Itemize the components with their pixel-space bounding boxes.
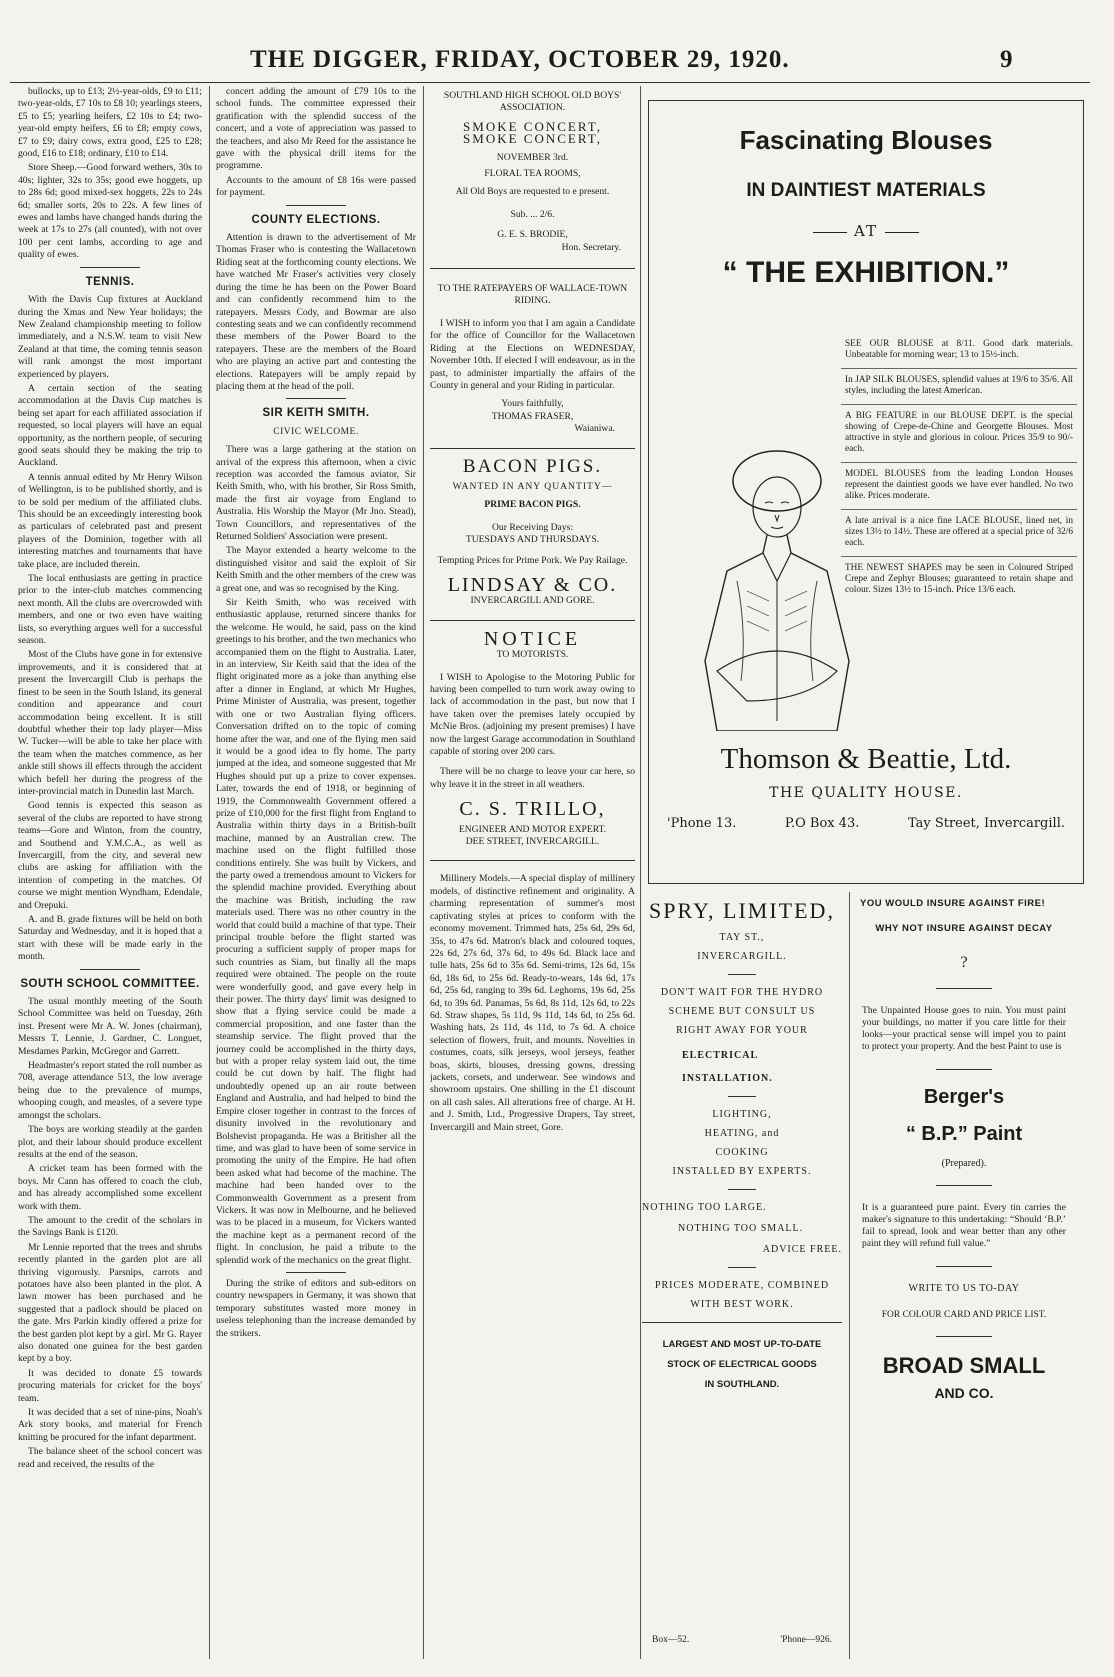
paragraph: A cricket team has been formed with the boys. Mr Cann has offered to coach the club, and has already accomplished some excellent work with them.: [18, 1163, 202, 1212]
question-mark: ?: [960, 954, 968, 971]
school-article: [18, 996, 202, 1471]
paragraph: Headmaster's report stated the roll number as 708, average attendance 513, the low average being due to the prevalence of mumps, whooping cough, and measles, of a severe type amongst the scholars.: [18, 1060, 202, 1121]
paragraph: It was decided to donate £5 towards procuring materials for cricket for the boys' team.: [18, 1367, 202, 1404]
lindsay-name: LINDSAY & CO.: [447, 573, 618, 596]
firm-tagline: THE QUALITY HOUSE.: [769, 785, 963, 801]
divider: [642, 1322, 842, 1323]
spry-advert: [642, 892, 842, 1659]
paragraph: bullocks, up to £13; 2½-year-olds, £9 to £11; two-year-olds, £7 10s to £8 10; yearlings steers, £5 to £5; yearling heifers, £2 10s to £4; two-year-old empty heifers, £6 to £8; empty cows, £7 to £9; dairy cows, extra good, £25 to £28; good, £16 to £18; ordinary, £10 to £14.: [18, 86, 202, 160]
spry-service: HEATING, and: [704, 1128, 780, 1139]
spry-line: DON'T WAIT FOR THE HYDRO: [660, 987, 824, 998]
fraser-body: I WISH to inform you that I am again a Candidate for the office of Councillor for the Wallacetown Riding at the Elections on WEDNESDAY, November 10th. If elected I will endeavour, as in the past, to administer impartially the affairs of the County in general and your Riding in particular.: [430, 317, 635, 391]
paragraph: A certain section of the seating accommodation at the Davis Cup matches is being set apart for each affiliated association if requested, so local players will have an equal opportunity, as the northern people, of securing good seats should they be making the trip to Auckland.: [18, 382, 202, 469]
paragraph: A tennis annual edited by Mr Henry Wilson of Wellington, is to be published shortly, and is to be sold per medium of the affiliated clubs. This should be an exceedingly interesting book as particulars of celebrated past and present players of the Dominion, together with all interesting matches and tournaments that have take place, are included therein.: [18, 471, 202, 570]
paragraph: concert adding the amount of £79 10s to the school funds. The committee expressed their gratification with the splendid success of the concert, and a vote of appreciation was passed to the teachers, and also Mr Reed for the assistance he gave with the physical drill items for the programme.: [216, 86, 416, 172]
paragraph: With the Davis Cup fixtures at Auckland during the Xmas and New Year holidays; the New Zealand championship meeting to follow immediately, and a N.S.W. team to visit New Zealand at that time, the coming tennis season will rank amongst the most important experienced by players.: [18, 294, 202, 380]
tennis-heading: TENNIS.: [85, 275, 135, 288]
berger-advert: [856, 892, 1072, 1659]
strike-article: During the strike of editors and sub-editors on country newspapers in Germany, it was shown that temporary substitutes wasted more money in useless telephoning than the increase demanded by the strikers.: [216, 1277, 416, 1339]
smith-heading: SIR KEITH SMITH.: [262, 407, 370, 420]
paragraph: The boys are working steadily at the garden plot, and their labour should produce excellent results at the end of the season.: [18, 1124, 202, 1160]
blouse-item: SEE OUR BLOUSE at 8/11. Good dark materials. Unbeatable for morning wear; 13 to 15½-inch.: [841, 333, 1077, 369]
paragraph: Attention is drawn to the advertisement of Mr Thomas Fraser who is contesting the Wallacetown Riding seat at the forthcoming county elections. We have watched Mr Fraser's activities very closely during the time he has been on the Power Board and can confidently recommend him to the ratepayers. Messrs Cody, and Bowmar are also contesting seats and we can confidently recommend these members of the Power Board to the ratepayers. These are the members of the Board who are playing an active part and contesting the elections. Ratepayers will be amply repaid by placing them at the head of the poll.: [216, 232, 416, 392]
fraser-place: Waianiwa.: [574, 423, 615, 435]
fraser-heading: TO THE RATEPAYERS OF WALLACE-TOWN RIDING.: [437, 283, 628, 307]
spry-service: INSTALLED BY EXPERTS.: [672, 1166, 812, 1177]
millinery-article: Millinery Models.—A special display of millinery models, of distinctive refinement and originality. A charming representation of summer's most captivating styles at prices to conform with the economy movement. Trimmed hats, 25s 6d, 29s 6d, 35s, to 47s 6d. Matron's black and coloured toques, 22s 6d, 27s 6d, 37s 6d, to 49s 6d. Black lace and tulle hats, 25s 6d to 35s 6d. Semi-trims, 12s 6d, 15s 6d, 18s 6d, to 25s 6d. Ready-to-wears, 14s 6d, 17s 6d, 25s 6d, ranging to 39s 6d. Leghorns, 19s 6d, 25s 6d, to 39s 6d. Panamas, 5s 6d, 8s 11d, 12s 6d, to 22s 6d. Straw shapes, 5s 11d, 9s 11d, 14s 6d, to 25s 6d. Washing hats, 2s 11d, 4s 11d, to 7s 6d. A choice selection of flowers, fruit, and mounts. Novelties in costumes, coats, silk jerseys, wool jerseys, feather boas, skirts, blouses, dressing gowns, dressing jackets, corsets, and underwear. See windows and showroom upstairs. One shilling in the £1 discount on all cash sales. All alterations free of charge. At H. and J. Smith, Ltd., Progressive Drapers, Tay street, Invercargill and Main street, Gore.: [430, 873, 635, 1133]
concert-note: All Old Boys are requested to e present.: [455, 186, 610, 198]
divider: [80, 969, 140, 970]
blouse-at-text: AT: [853, 222, 879, 240]
smith-article: [216, 444, 416, 1267]
column-rule: [423, 86, 424, 1659]
bacon-heading: BACON PIGS.: [462, 455, 603, 477]
firm-name: Thomson & Beattie, Ltd.: [720, 743, 1012, 775]
paragraph: Accounts to the amount of £8 16s were passed for payment.: [216, 174, 416, 199]
column-2: [216, 86, 416, 1659]
school-heading: SOUTH SCHOOL COMMITTEE.: [20, 977, 200, 990]
berger-write: WRITE TO US TO-DAY: [908, 1283, 1020, 1294]
bacon-wanted: WANTED IN ANY QUANTITY—: [452, 480, 613, 492]
blouse-at: [649, 222, 1083, 240]
spry-service: LIGHTING,: [712, 1109, 772, 1120]
spry-stock: STOCK OF ELECTRICAL GOODS: [667, 1359, 817, 1370]
divider: [430, 860, 635, 861]
berger-brand: Berger's: [923, 1086, 1005, 1108]
bacon-days: TUESDAYS AND THURSDAYS.: [465, 534, 600, 546]
blouse-item: A late arrival is a nice fine LACE BLOUSE, lined net, in sizes 13½ to 14½. These are offered at a special price of 32/6 each.: [841, 510, 1077, 557]
bacon-prime: PRIME BACON PIGS.: [484, 499, 581, 511]
decor-line: [813, 232, 847, 233]
insure-line: YOU WOULD INSURE AGAINST FIRE!: [860, 898, 1046, 909]
berger-prepared: (Prepared).: [941, 1158, 987, 1169]
concert-article-end: [216, 86, 416, 200]
firm-box: P.O Box 43.: [784, 816, 860, 831]
blouse-subhead: IN DAINTIEST MATERIALS: [746, 180, 986, 201]
concert-sub: Sub. ... 2/6.: [510, 208, 555, 220]
notice-subheading: TO MOTORISTS.: [496, 649, 569, 661]
divider: [936, 988, 992, 989]
column-1: [18, 86, 202, 1659]
spry-town: INVERCARGILL.: [697, 951, 787, 962]
blouse-item: MODEL BLOUSES from the leading London Houses represent the daintiest goods we have ever handled. No two alike. Prices moderate.: [841, 463, 1077, 510]
bacon-days-label: Our Receiving Days:: [492, 521, 573, 533]
firm-street: Tay Street, Invercargill.: [907, 816, 1065, 831]
divider: [80, 267, 140, 268]
fraser-close: Yours faithfully,: [501, 398, 564, 410]
paragraph: Store Sheep.—Good forward wethers, 30s to 40s; lighter, 32s to 35s; good ewe hoggets, up to 28s 6d; good mixed-sex hoggets, 22s to 24s 6d; smaller sorts, 20s to 22s. A few lines of ewes and lambs have changed hands during the week at 17s to 27s (all counted), with not over 100 per cent lambs, according to age and quality of ewes.: [18, 162, 202, 261]
masthead: [0, 44, 1114, 80]
broad-small-co: AND CO.: [934, 1385, 994, 1401]
notice-heading: NOTICE: [483, 627, 582, 650]
paragraph: The Mayor extended a hearty welcome to the distinguished visitor and said the exploit of Sir Keith Smith and the other members of the crew was a great one, and was so recognised by the King.: [216, 545, 416, 594]
masthead-title: THE DIGGER, FRIDAY, OCTOBER 29, 1920.: [250, 46, 790, 73]
notice-body-2: There will be no charge to leave your car here, so why leave it in the street in all weathers.: [430, 766, 635, 790]
trillo-title: ENGINEER AND MOTOR EXPERT.: [458, 823, 607, 835]
divider: [728, 1096, 756, 1097]
blouse-item: A BIG FEATURE in our BLOUSE DEPT. is the special showing of Crepe-de-Chine and Georgette Blouses. Most attractive in style and glorious in colour. Prices 35/9 to 90/- each.: [841, 405, 1077, 463]
divider: [286, 1272, 346, 1273]
spry-name: SPRY, LIMITED,: [649, 898, 835, 923]
divider: [936, 1185, 992, 1186]
spry-box: Box—52.: [652, 1635, 690, 1645]
berger-body: The Unpainted House goes to ruin. You must paint your buildings, no matter if you care little for their looks—your practical sense will impel you to paint to protect your property. And the best Paint to use is: [862, 1005, 1066, 1052]
blouse-venue: “ THE EXHIBITION.”: [722, 256, 1010, 289]
paragraph: It was decided that a set of nine-pins, Noah's Ark story books, and material for French knitting be procured for the infant department.: [18, 1407, 202, 1443]
divider: [430, 268, 635, 269]
spry-size: NOTHING TOO LARGE.: [642, 1202, 767, 1213]
paragraph: Mr Lennie reported that the trees and shrubs recently planted in the garden plot are all thriving vigorously. Parsnips, carrots and potatoes have also been planted in the plot. A lawn mower has been purchased and he suggested that a padlock should be placed on the gate. Mrs Parkin kindly offered a prize for the best garden plot kept by a girl. Mr G. Rayer also donated one guinea for the best garden kept by a boy.: [18, 1241, 202, 1365]
divider: [728, 974, 756, 975]
smith-subheading: CIVIC WELCOME.: [273, 426, 359, 437]
spry-stock: IN SOUTHLAND.: [704, 1379, 780, 1390]
blouse-item: THE NEWEST SHAPES may be seen in Coloured Striped Crepe and Zephyr Blouses; guaranteed to retain shape and colour. Sizes 13½ to 15-inch. Price 13/6 each.: [845, 563, 1073, 595]
concert-date: NOVEMBER 3rd.: [496, 151, 569, 163]
paragraph: The local enthusiasts are getting in practice prior to the inter-club matches commencing next month. All the clubs are overcrowded with members, and one or two even have waiting lists, so everything argues well for a successful season.: [18, 573, 202, 647]
firm-address: [667, 816, 1065, 831]
spry-stock: LARGEST AND MOST UP-TO-DATE: [662, 1339, 822, 1350]
blouse-advert: [648, 100, 1084, 884]
paragraph: The amount to the credit of the scholars in the Savings Bank is £120.: [18, 1214, 202, 1239]
divider: [936, 1336, 992, 1337]
old-boys-heading: SOUTHLAND HIGH SCHOOL OLD BOYS' ASSOCIATION.: [443, 90, 622, 114]
divider: [430, 620, 635, 621]
paragraph: The usual monthly meeting of the South School Committee was held on Tuesday, 26th inst. Present were Mr A. W. Jones (chairman), Messrs T. Lennie, J. Gardner, C. Longuet, Mesdames Parkin, McGregor and Garrett.: [18, 996, 202, 1057]
smoke-concert-line: SMOKE CONCERT,: [463, 118, 602, 134]
column-rule: [209, 86, 210, 1659]
bacon-prices: Tempting Prices for Prime Pork. We Pay Railage.: [437, 554, 628, 566]
divider: [430, 448, 635, 449]
blouse-items: [841, 333, 1077, 603]
column-rule: [849, 892, 850, 1659]
paragraph: A. and B. grade fixtures will be held on both Saturday and Wednesday, and it is hoped that a start with these will be made early in the month.: [18, 914, 202, 963]
berger-guarantee: It is a guaranteed pure paint. Every tin carries the maker's signature to this undertaking: “Should ‘B.P.’ fail to spread, look and wear better than any other paint they will refund full value.”: [862, 1202, 1066, 1249]
notice-body: I WISH to Apologise to the Motoring Public for having been compelled to turn work away owing to lack of accommodation in the past, but now that I have taken over the premises lately occupied by McNie Bros. (adjoining my present premises) I have now the largest Garage accommodation in Southland capable of storing over 200 cars.: [430, 671, 635, 758]
spry-line: SCHEME BUT CONSULT US: [668, 1006, 816, 1017]
berger-colour-card: FOR COLOUR CARD AND PRICE LIST.: [881, 1310, 1047, 1320]
broad-small-name: BROAD SMALL: [882, 1353, 1046, 1378]
smoke-concert-line: SMOKE CONCERT,: [463, 131, 602, 147]
paragraph: Sir Keith Smith, who was received with enthusiastic applause, returned sincere thanks for the welcome. He would, he said, pass on the kind greetings to his brother, and the two mechanics who accompanied them on the flight to Australia. Later, in an interview, Sir Keith said that the idea of the flight originated more as a joke than anything else after a dinner in England, at which Mr Hughes, Prime Minister of Australia, was present, together with one or two Australian flying officers. Conversation drifted on to the topic of coming home after the war, and one of the flying men said it would be a good idea to fly home. The party jumped at the idea, and someone suggested that Mr Hughes should put up a prize to cover expenses. Later, towards the end of 1918, or beginning of 1919, the Commonwealth Government offered a prize of £10,000 for the first flight from England to Australia within thirty days in a British-built machine, manned by an Australian crew. The machine used on the flight fulfilled those conditions entirely. She was built by Vickers, and the party owed a tremendous amount to Vickers for the splendid machine provided. Everything about the machine was British, including the raw materials used. There was no other country in the world that could build a machine of that type. Their principal trouble before the flight started was procuring a sufficient supply of proper maps for such countries as Siam, but finally all the maps required were obtained. The people on the route were wonderfully good, and gave every help in their power. The thirty days' limit was designed to show that a flying service could be made a commercial proposition, and one faster than the steamship service. The flight proved that the journey could be accomplished in the thirty days, but with a proper relay system laid out, the time could be cut down by half. The flight had undoubtedly opened up an air route between England and Australia, and had helped to bind the Empire closer together in contrast to the forces of disunity involved in the revolutionary and Bolshevist propaganda. He was a Britisher all the time, and was glad to have been of some service in promoting the unity of the Empire. He had often been asked what had become of the machine. The machine had been handed over to the Commonwealth Government as a present from Vickers. It was now in Melbourne, and he believed was to be placed in a museum, for Vickers wanted the machine kept as a permanent record of the flight. In conclusion, he paid a tribute to the splendid work of the mechanics on the great flight.: [216, 597, 416, 1266]
divider: [286, 205, 346, 206]
paragraph: The balance sheet of the school concert was read and received, the results of the: [18, 1446, 202, 1470]
column-3: [430, 86, 635, 1659]
concert-venue: FLORAL TEA ROOMS,: [484, 168, 581, 180]
divider: [936, 1266, 992, 1267]
paragraph: Good tennis is expected this season as several of the clubs are reported to have strong teams—Gore and Winton, from the country, and Southend and Y.M.C.A., as well as Invercargill, from the city, and several new clubs are asking for affiliation with the intention of competing in the matches. Of course we might mention Wyndham, Edendale, and Orepuki.: [18, 800, 202, 911]
trillo-address: DEE STREET, INVERCARGILL.: [465, 836, 600, 848]
spry-service: COOKING: [715, 1147, 769, 1158]
concert-secretary-title: Hon. Secretary.: [561, 241, 621, 253]
spry-street: TAY ST.,: [719, 932, 765, 943]
decor-line: [885, 232, 919, 233]
spry-line: RIGHT AWAY FOR YOUR: [676, 1025, 808, 1036]
stock-report: [18, 86, 202, 262]
berger-product: “ B.P.” Paint: [905, 1123, 1023, 1145]
divider: [936, 1069, 992, 1070]
spry-size: ADVICE FREE.: [762, 1244, 842, 1255]
elections-article: [216, 232, 416, 393]
blouse-headline: Fascinating Blouses: [739, 125, 993, 155]
firm-phone: 'Phone 13.: [667, 816, 737, 831]
masthead-rule: [10, 82, 1090, 83]
concert-secretary: G. E. S. BRODIE,: [497, 229, 568, 241]
lindsay-place: INVERCARGILL AND GORE.: [470, 595, 595, 607]
blouse-item: In JAP SILK BLOUSES, splendid values at 19/6 to 35/6. All styles, including the latest American.: [841, 369, 1077, 405]
spry-prices: PRICES MODERATE, COMBINED: [654, 1280, 830, 1291]
paragraph: Most of the Clubs have gone in for extensive improvements, and it is considered that at present the Invercargill Club is perhaps the finest to be seen in the South Island, its general condition and appearance and court accommodation being excellent. It is still doubtful whether their top lady player—Miss W. Tucker—will be able to take her place with the team when the matches commence, as her ankle still shows ill effects through the accident which befell her during the progress of the inter-provincial match in Dunedin last March.: [18, 649, 202, 797]
spry-prices: WITH BEST WORK.: [690, 1299, 794, 1310]
fraser-name: THOMAS FRASER,: [491, 410, 574, 422]
column-rule: [640, 86, 641, 1659]
page-number: 9: [1000, 46, 1014, 73]
spry-phone: 'Phone—926.: [780, 1635, 832, 1645]
spry-installation: INSTALLATION.: [682, 1073, 773, 1084]
divider: [728, 1267, 756, 1268]
spry-electrical: ELECTRICAL: [682, 1050, 759, 1061]
elections-heading: COUNTY ELECTIONS.: [251, 213, 381, 226]
tennis-article: [18, 294, 202, 964]
trillo-name: C. S. TRILLO,: [459, 798, 606, 821]
divider: [728, 1189, 756, 1190]
spry-size: NOTHING TOO SMALL.: [678, 1223, 804, 1234]
spry-footer: [652, 1635, 832, 1645]
paragraph: There was a large gathering at the station on arrival of the express this afternoon, when a civic reception was accorded the famous aviator, Sir Keith Smith, who, with his brother, Sir Ross Smith, made the first air voyage from England to Australia. His Worship the Mayor (Mr Jno. Stead), Town Councillors, and representatives of the Returned Soldiers' Association were present.: [216, 444, 416, 542]
divider: [286, 398, 346, 399]
insure-line: WHY NOT INSURE AGAINST DECAY: [875, 923, 1053, 934]
